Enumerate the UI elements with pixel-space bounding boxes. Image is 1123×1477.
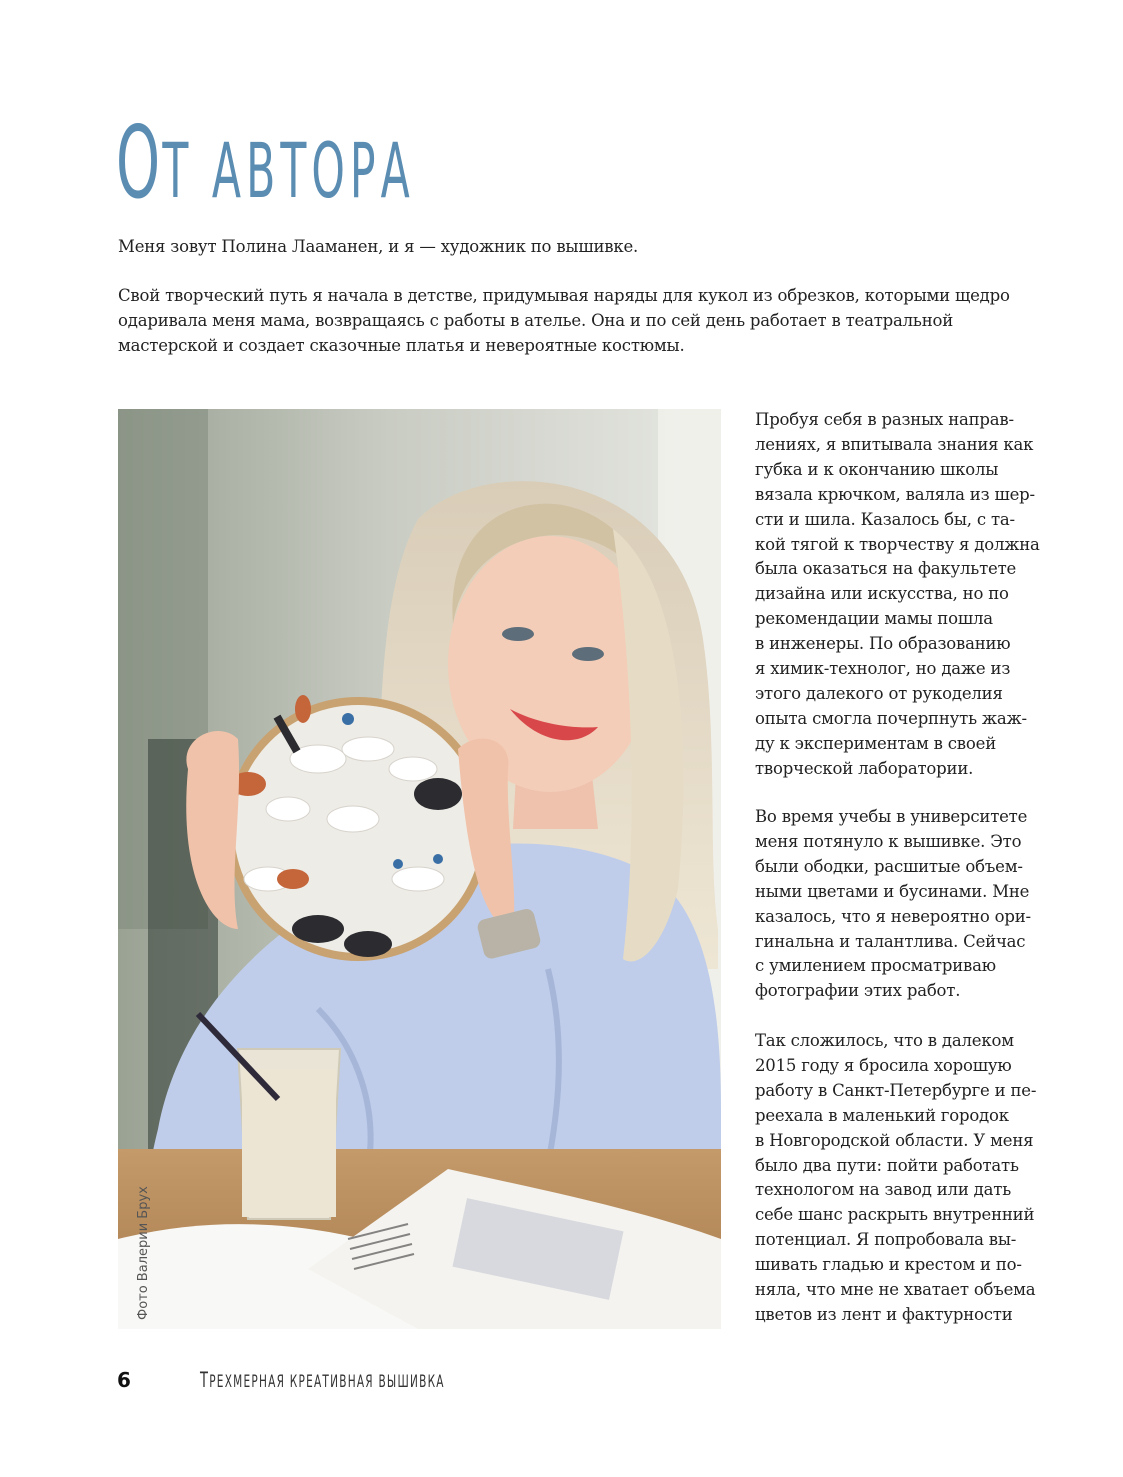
page-title-rest: Т АВТОРА xyxy=(162,126,415,215)
column-paragraph-3: Так сложилось, что в далеком 2015 году я бросила хорошую работу в Санкт-Петербурге и пе- реехала в маленький городок в Новгородской области. У меня было два пути: пойти работать технологом на завод или дать себе шанс раскрыть внутренний потенциал. Я попробовала вы- шивать гладью и крестом и по- няла, что мне не хватает объема цветов из лент и фактурности xyxy=(755,1031,1037,1324)
photo-credit: Фото Валерии Брух xyxy=(136,1186,151,1320)
column-paragraph-2-wrap xyxy=(755,805,1055,1004)
running-title xyxy=(200,1368,445,1392)
page-number: 6 xyxy=(117,1368,131,1392)
intro-paragraph-2: Свой творческий путь я начала в детстве, придумывая наряды для кукол из обрезков, которыми щедро одаривала меня мама, возвращаясь с работы в ателье. Она и по сей день работает в театральной мастерской и создает сказочные платья и невероятные костюмы. xyxy=(118,286,1010,355)
page-title-initial: О xyxy=(116,104,163,221)
column-paragraph-1: Пробуя себя в разных направ- лениях, я впитывала знания как губка и к окончанию школы вязала крючком, валяла из шер- сти и шила. Казалось бы, с та- кой тягой к творчеству я должна была оказаться на факультете дизайна или искусства, но по рекомендации мамы пошла в инженеры. По образованию я химик-технолог, но даже из этого далекого от рукоделия опыта смогла почерпнуть жаж- ду к экспериментам в своей творческой лаборатории. xyxy=(755,410,1040,778)
running-title-initial: Т xyxy=(200,1368,210,1392)
running-title-rest: РЕХМЕРНАЯ КРЕАТИВНАЯ ВЫШИВКА xyxy=(209,1372,445,1392)
author-photo xyxy=(118,409,721,1329)
page-title xyxy=(116,104,415,226)
column-paragraph-1-wrap xyxy=(755,408,1055,782)
column-paragraph-2: Во время учебы в университете меня потянуло к вышивке. Это были ободки, расшитые объем- ными цветами и бусинами. Мне казалось, что я невероятно ори- гинальна и талантлива. Сейчас с умилением просматриваю фотографии этих работ. xyxy=(755,807,1031,1001)
intro-paragraph-1: Меня зовут Полина Лааманен, и я — художник по вышивке. xyxy=(118,237,639,256)
column-paragraph-3-wrap xyxy=(755,1029,1055,1328)
